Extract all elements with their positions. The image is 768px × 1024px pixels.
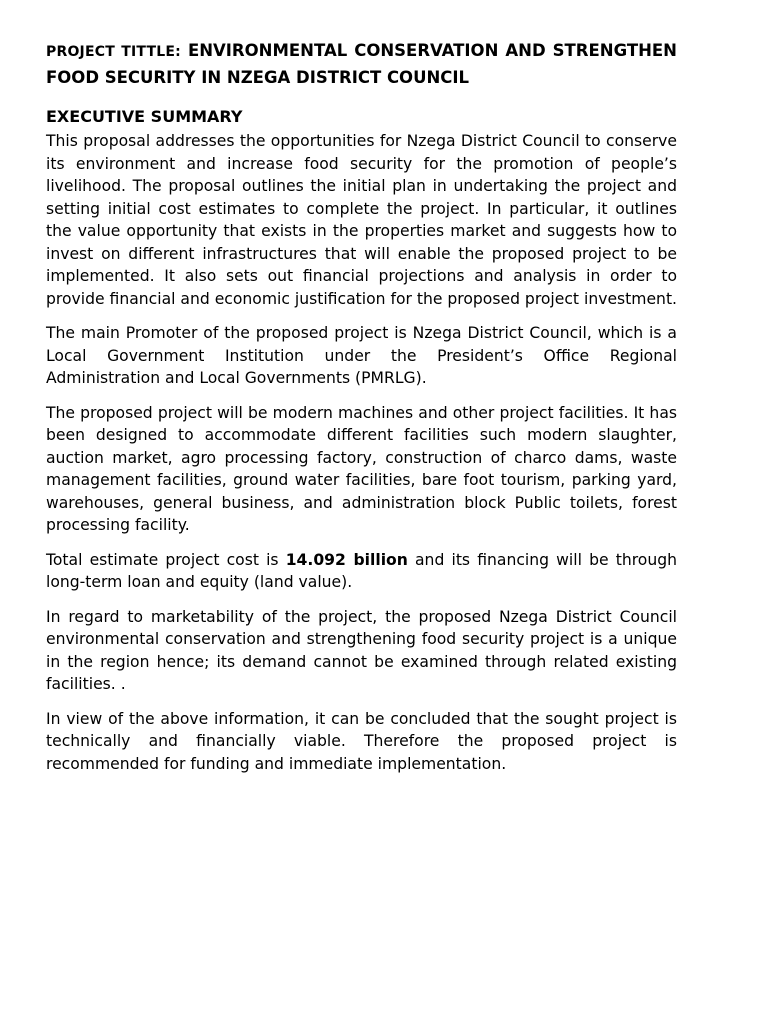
summary-paragraph-6: In view of the above information, it can be concluded that the sought project is technically and financially viable. Therefore the proposed project is recommended for funding and immediate implementation. xyxy=(46,709,677,773)
project-title-text: ENVIRONMENTAL CONSERVATION AND STRENGTHEN FOOD SECURITY IN NZEGA DISTRICT COUNCIL xyxy=(46,41,677,87)
cost-text-after: and its financing will be through long-term loan and equity (land value). xyxy=(46,550,677,591)
project-title xyxy=(46,38,677,90)
document-page xyxy=(46,38,677,787)
summary-paragraph-2: The main Promoter of the proposed project is Nzega District Council, which is a Local Government Institution under the President’s Office Regional Administration and Local Governments (PMRLG). xyxy=(46,324,677,387)
project-title-label: PROJECT TITTLE: xyxy=(46,44,181,60)
summary-paragraph-4 xyxy=(46,549,677,594)
cost-text-before: Total estimate project cost is xyxy=(46,550,286,569)
summary-paragraph-1: This proposal addresses the opportunities for Nzega District Council to conserve its environment and increase food security for the promotion of people’s livelihood. The proposal outlines the initial plan in undertaking the project and setting initial cost estimates to complete the project. In particular, it outlines the value opportunity that exists in the properties market and suggests how to invest on different infrastructures that will enable the proposed project to be implemented. It also sets out financial projections and analysis in order to provide financial and economic justification for the proposed project investment. xyxy=(46,132,678,308)
section-heading-executive-summary: EXECUTIVE SUMMARY xyxy=(46,107,243,126)
summary-paragraph-3: The proposed project will be modern machines and other project facilities. It has been designed to accommodate different facilities such modern slaughter, auction market, agro processing factory, construction of charco dams, waste management facilities, ground water facilities, bare foot tourism, parking yard, warehouses, general business, and administration block Public toilets, forest processing facility. xyxy=(46,403,677,534)
summary-paragraph-5: In regard to marketability of the project, the proposed Nzega District Council environmental conservation and strengthening food security project is a unique in the region hence; its demand cannot be examined through related existing facilities. . xyxy=(46,607,677,693)
total-cost-value: 14.092 billion xyxy=(285,550,408,569)
